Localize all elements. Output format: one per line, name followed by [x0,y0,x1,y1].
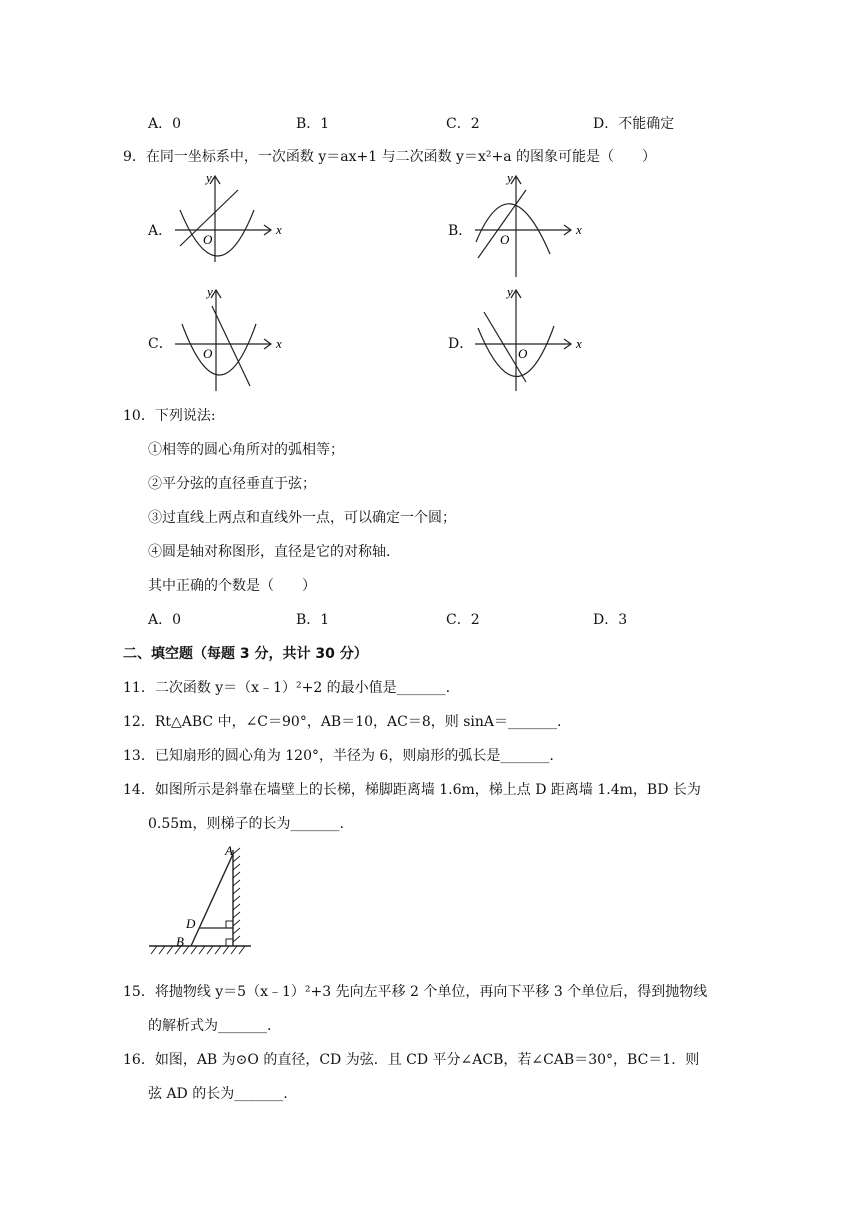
q14-line-1: 14．如图所示是斜靠在墙壁上的长梯，梯脚距离墙 1.6m，梯上点 D 距离墙 1.4m，BD 长为 [123,782,701,798]
q10-option-a: A．0 [148,612,182,628]
q8-option-d: D．不能确定 [593,116,675,132]
q14-ladder-figure [145,842,285,960]
q8-option-b: B．1 [296,116,330,132]
q9-label-c: C． [148,336,173,352]
q10-stem: 10．下列说法: [123,408,216,424]
origin-label: O [518,346,528,361]
q16-line-2: 弦 AD 的长为_______. [148,1086,288,1102]
y-axis-label: y [507,284,513,299]
q11: 11．二次函数 y＝（x﹣1）²+2 的最小值是_______. [123,680,451,696]
q12: 12．Rt△ABC 中，∠C＝90°，AB＝10，AC＝8，则 sinA＝_______. [123,714,562,730]
q15-line-2: 的解析式为_______. [148,1018,272,1034]
origin-label: O [203,232,213,247]
q9-graph-c [170,286,290,396]
q10-statement-1: ①相等的圆心角所对的弧相等； [148,442,344,458]
section-heading: 二、填空题（每题 3 分，共计 30 分） [123,646,368,662]
y-axis-label: y [507,170,513,185]
y-axis-label: y [207,284,213,299]
x-axis-label: x [276,222,282,237]
q13: 13．已知扇形的圆心角为 120°，半径为 6，则扇形的弧长是_______. [123,748,554,764]
x-axis-label: x [576,222,582,237]
q9-label-b: B． [448,223,473,239]
q8-option-a: A．0 [148,116,182,132]
q15-line-1: 15．将抛物线 y＝5（x﹣1）²+3 先向左平移 2 个单位，再向下平移 3 个单位后，得到抛物线 [123,984,708,1000]
q10-statement-2: ②平分弦的直径垂直于弦； [148,476,316,492]
q9-graph-a [170,172,290,272]
q10-question: 其中正确的个数是（ ） [148,578,316,594]
q14-line-2: 0.55m，则梯子的长为_______. [148,816,344,832]
q9-label-a: A． [148,223,173,239]
x-axis-label: x [576,336,582,351]
q10-statement-3: ③过直线上两点和直线外一点，可以确定一个圆； [148,510,456,526]
q10-option-c: C．2 [446,612,480,628]
y-axis-label: y [206,170,212,185]
q10-statement-4: ④圆是轴对称图形，直径是它的对称轴. [148,544,391,560]
point-d-label: D [186,916,196,931]
q9-stem: 9．在同一坐标系中，一次函数 y＝ax+1 与二次函数 y＝x²+a 的图象可能是（ ） [123,149,656,165]
q9-graph-b [470,172,590,282]
q9-label-d: D． [448,336,474,352]
origin-label: O [203,346,213,361]
q9-graph-d [470,286,590,396]
point-a-label: A [225,843,233,858]
point-b-label: B [176,934,184,949]
q10-option-d: D．3 [593,612,628,628]
q10-option-b: B．1 [296,612,330,628]
origin-label: O [500,232,510,247]
q8-option-c: C．2 [446,116,480,132]
x-axis-label: x [276,336,282,351]
q16-line-1: 16．如图，AB 为⊙O 的直径，CD 为弦．且 CD 平分∠ACB，若∠CAB＝30°，BC＝1．则 [123,1052,700,1068]
